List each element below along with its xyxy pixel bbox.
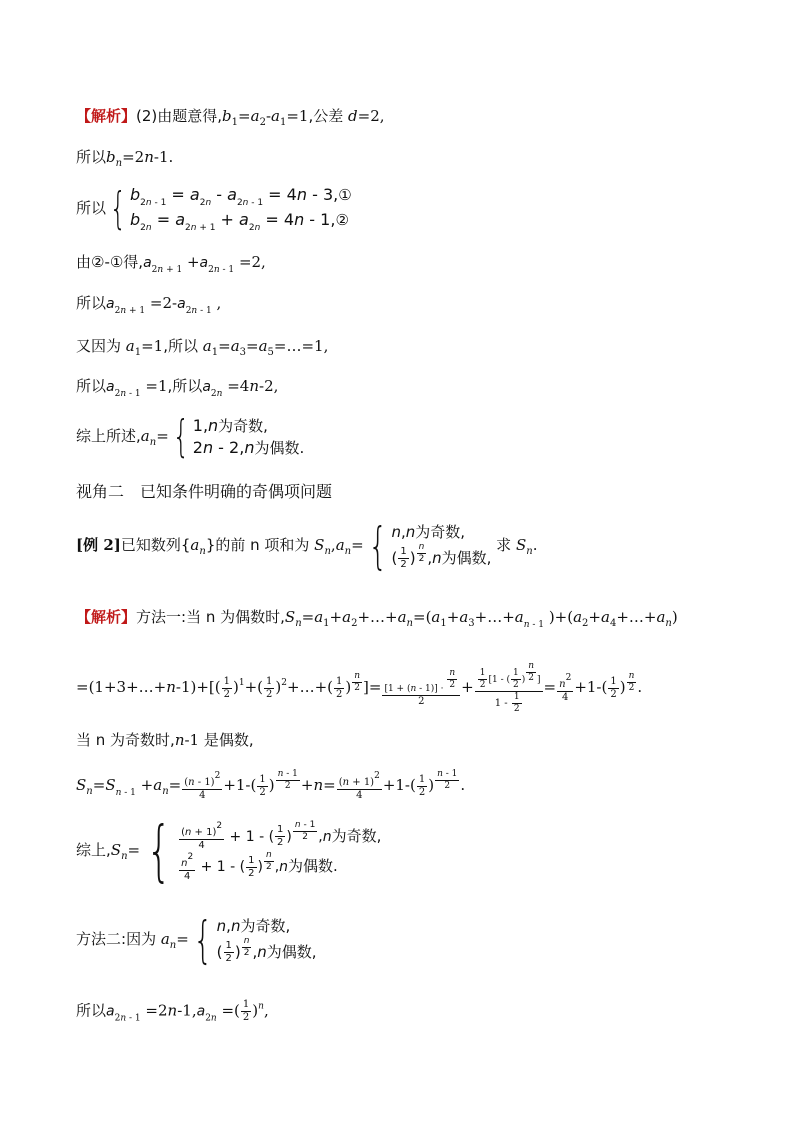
method-1-line-2: =(1+3+…+n-1)+[( $\frac{1}{2}$ )$^1$+( $\frac{1}{2}$ )$^2$+…+( $\frac{1}{2}$ ) $^{\frac{n}{2}}$ ]= [1 + (n - 1)] · $\frac{n}{2}$ 2 + $\frac{1}{2}$ [1 - ( $\frac{1}{2}$ ) $^{\frac{n}{2}}$ ] 1 - $\frac{1}{2}$ = $\frac{n^2}{4}$ +1-( $\frac{1}{2}$ ) $^{\frac{n}{2}}$ . <box>76 661 643 714</box>
analysis-label: 【解析】 <box>76 107 137 125</box>
example-2-statement: [例 2]已知数列$\{a_n\}$的前 n 项和为 $S_n,a_n=${ n,n为奇数, ( $\frac{1}{2}$ ) $^{\frac{n}{2}}$ ,n为偶数, 求 $S_n$. <box>76 517 538 575</box>
solution-line-7: 所以$a_{2n - 1} =1$,所以$a_{2n} =4n-2$, <box>76 377 279 399</box>
solution-line-8-conclusion: 综上所述$,a_n=${ 1,n为奇数, 2n - 2,n为偶数. <box>76 411 305 462</box>
section-heading: 视角二 已知条件明确的奇偶项问题 <box>76 482 333 501</box>
solution-line-2: 所以$b_n=2n-1$. <box>76 148 174 169</box>
method-1-line-4: $S_n=S_{n - 1} +a_n=$ $\frac{(n - 1)^2}{4}$ +1-( $\frac{1}{2}$ ) $^{\frac{n - 1}{2}}$ +n= $\frac{(n + 1)^2}{4}$ +1-( $\frac{1}{2}$ ) $^{\frac{n - 1}{2}}$ . <box>76 769 466 801</box>
solution-line-1: 【解析】(2)由题意得$,b_1=a_2-a_1=1$,公差 d=2, <box>76 107 385 128</box>
solution-line-4: 由②-①得$,a_{2n + 1} +a_{2n - 1} =2$, <box>76 253 266 275</box>
method-2-line-2: 所以$a_{2n - 1} =2n-1,a_{2n}$ =( $\frac{1}{2}$ )$^n$, <box>76 999 269 1024</box>
solution-line-6: 又因为 $a_1=1$,所以 $a_1=a_3=a_5=\dots=1$, <box>76 337 329 358</box>
method-1-summary: 综上$,S_n=${ $\frac{(n + 1)^2}{4}$ + 1 - ( $\frac{1}{2}$ ) $^{\frac{n - 1}{2}}$ ,n为奇数, $\frac{n^2}{4}$ + 1 - ( $\frac{1}{2}$ ) $^{\frac{n}{2}}$ ,n为偶数. <box>76 812 382 889</box>
solution-line-3-system: 所以{ $b_{2n - 1} = a_{2n} - a_{2n - 1} = 4n$ - 3,① $b_{2n} = a_{2n + 1} + a_{2n} = 4n$ - 1,② <box>76 183 352 235</box>
method-1-line-1: 【解析】方法一:当 n 为偶数时$,S_n=a_1+a_2+\dots+a_n=(a_1+a_3+\dots+a_{n - 1}$ )$+(a_2+a_4+\dots+a_n)$ <box>76 608 678 630</box>
method-2-line-1: 方法二:因为 $a_n=${ n,n为奇数, ( $\frac{1}{2}$ ) $^{\frac{n}{2}}$ ,n为偶数, <box>76 911 317 969</box>
method-1-line-3: 当 n 为奇数时,n-1 是偶数, <box>76 731 254 749</box>
solution-line-5: 所以$a_{2n + 1} =2-a_{2n - 1}$ , <box>76 294 222 316</box>
example-2-label: [例 2] <box>76 536 121 554</box>
